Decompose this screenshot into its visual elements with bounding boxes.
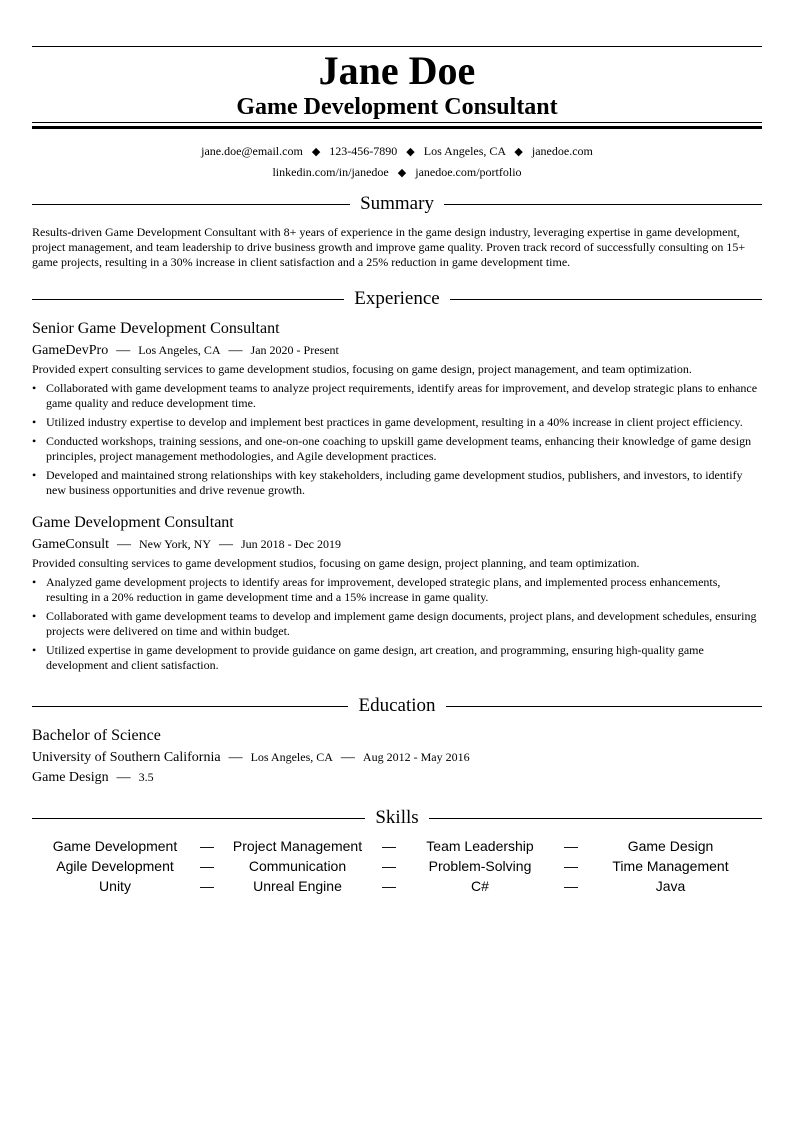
dash-separator: — — [116, 770, 131, 785]
major: Game Design — [32, 770, 109, 785]
job-description: Provided expert consulting services to game development studios, focusing on game design, project management, and team optimization. — [32, 362, 692, 376]
experience-heading-label: Experience — [354, 288, 440, 309]
diamond-icon: ◆ — [397, 167, 407, 179]
skill-item: Java — [655, 878, 686, 894]
email-link[interactable]: jane.doe@email.com — [201, 144, 303, 158]
dash-separator: — — [117, 537, 131, 552]
dash-separator: — — [564, 878, 578, 894]
dash-separator: — — [382, 858, 396, 874]
skill-item: Team Leadership — [426, 838, 534, 854]
skill-item: Problem-Solving — [428, 858, 532, 874]
bullet-icon: • — [32, 415, 37, 429]
skills-grid — [32, 838, 762, 898]
list-item: • Collaborated with game development teams to develop and implement game design documents, project plans, and development schedules, ensuring projects were delivered on time and within budget. — [32, 609, 757, 638]
list-item: • Utilized industry expertise to develop and implement best practices in game development, resulting in a 40% increase in client project efficiency. — [32, 415, 743, 429]
education-meta — [32, 748, 470, 767]
dash-separator: — — [228, 750, 243, 765]
skill-row — [32, 838, 762, 858]
major-line — [32, 768, 154, 787]
candidate-title: Game Development Consultant — [236, 94, 558, 120]
job-bullets — [32, 381, 762, 502]
top-rule — [32, 46, 762, 47]
job-location: Los Angeles, CA — [138, 343, 221, 357]
list-item: • Collaborated with game development teams to analyze project requirements, identify areas for improvement, and develop strategic plans to enhance game quality and reduce development time. — [32, 381, 758, 410]
header-double-rule — [32, 122, 762, 129]
skill-item: Agile Development — [56, 858, 174, 874]
job-company: GameConsult — [32, 537, 109, 552]
job-description: Provided consulting services to game development studios, focusing on game design, project planning, and team optimization. — [32, 556, 640, 570]
linkedin-link[interactable]: linkedin.com/in/janedoe — [272, 165, 389, 179]
job-meta — [32, 341, 339, 360]
skill-item: Unity — [99, 878, 131, 894]
bullet-icon: • — [32, 609, 37, 623]
skill-item: Project Management — [232, 838, 363, 854]
skill-item: Game Design — [627, 838, 714, 854]
skill-item: Game Development — [52, 838, 178, 854]
school-location: Los Angeles, CA — [250, 750, 333, 764]
list-item: • Utilized expertise in game development to provide guidance on game design, art creation, and programming, ensuring high-quality game development and client satisfaction. — [32, 643, 704, 672]
education-heading — [32, 694, 762, 718]
dash-separator: — — [200, 858, 214, 874]
summary-heading-label: Summary — [360, 193, 434, 214]
contact-location: Los Angeles, CA — [423, 144, 506, 158]
job-dates: Jan 2020 - Present — [250, 343, 339, 357]
contact-line-2 — [32, 164, 762, 181]
skill-row — [32, 858, 762, 878]
list-item: • Developed and maintained strong relationships with key stakeholders, including game development studios, publishers, and investors, to identify new business opportunities and drive revenue growth. — [32, 468, 743, 497]
skills-heading — [32, 806, 762, 830]
dash-separator: — — [340, 750, 355, 765]
education-dates: Aug 2012 - May 2016 — [362, 750, 470, 764]
job-dates: Jun 2018 - Dec 2019 — [241, 537, 341, 551]
experience-heading — [32, 287, 762, 311]
skill-item: Time Management — [612, 858, 729, 874]
skills-heading-label: Skills — [375, 807, 419, 828]
education-heading-label: Education — [358, 695, 436, 716]
job-title: Senior Game Development Consultant — [32, 320, 280, 337]
bullet-icon: • — [32, 575, 37, 589]
gpa: 3.5 — [138, 770, 154, 784]
job-location: New York, NY — [139, 537, 212, 551]
dash-separator: — — [200, 878, 214, 894]
portfolio-link[interactable]: janedoe.com/portfolio — [415, 165, 522, 179]
summary-heading — [32, 192, 762, 216]
dash-separator: — — [228, 343, 243, 358]
skill-item: C# — [471, 878, 489, 894]
phone-number: 123-456-7890 — [329, 144, 398, 158]
bullet-icon: • — [32, 381, 37, 395]
job-meta — [32, 535, 341, 554]
contact-line-1 — [32, 143, 762, 160]
dash-separator: — — [382, 878, 396, 894]
list-item: • Analyzed game development projects to identify areas for improvement, developed strategic plans, and implemented process enhancements, resulting in a 20% reduction in game development time and a 15% increase in game quality. — [32, 575, 721, 604]
candidate-name: Jane Doe — [318, 48, 476, 93]
skill-item: Communication — [248, 858, 347, 874]
diamond-icon: ◆ — [311, 146, 321, 158]
dash-separator: — — [382, 838, 396, 854]
school: University of Southern California — [32, 750, 221, 765]
diamond-icon: ◆ — [406, 146, 415, 158]
job-title: Game Development Consultant — [32, 514, 234, 531]
job-company: GameDevPro — [32, 343, 109, 358]
website-link[interactable]: janedoe.com — [531, 144, 593, 158]
dash-separator: — — [564, 838, 578, 854]
diamond-icon: ◆ — [514, 146, 523, 158]
dash-separator: — — [219, 537, 234, 552]
dash-separator: — — [116, 343, 131, 358]
skill-item: Unreal Engine — [253, 878, 342, 894]
job-bullets — [32, 575, 762, 677]
bullet-icon: • — [32, 434, 37, 448]
bullet-icon: • — [32, 468, 37, 482]
dash-separator: — — [200, 838, 214, 854]
degree: Bachelor of Science — [32, 727, 161, 744]
skill-row — [32, 878, 762, 898]
bullet-icon: • — [32, 643, 37, 657]
summary-text: Results-driven Game Development Consultant with 8+ years of experience in the game design industry, leveraging expertise in game development, project management, and team leadership to drive business growth and improve game quality. Proven track record of successfully consulting on 15+ game projects, resulting in a 30% increase in client satisfaction and a 25% reduction in game development time. — [32, 225, 746, 269]
dash-separator: — — [564, 858, 578, 874]
list-item: • Conducted workshops, training sessions, and one-on-one coaching to upskill game development teams, enhancing their knowledge of game design principles, project management methodologies, and Agile development practices. — [32, 434, 752, 463]
